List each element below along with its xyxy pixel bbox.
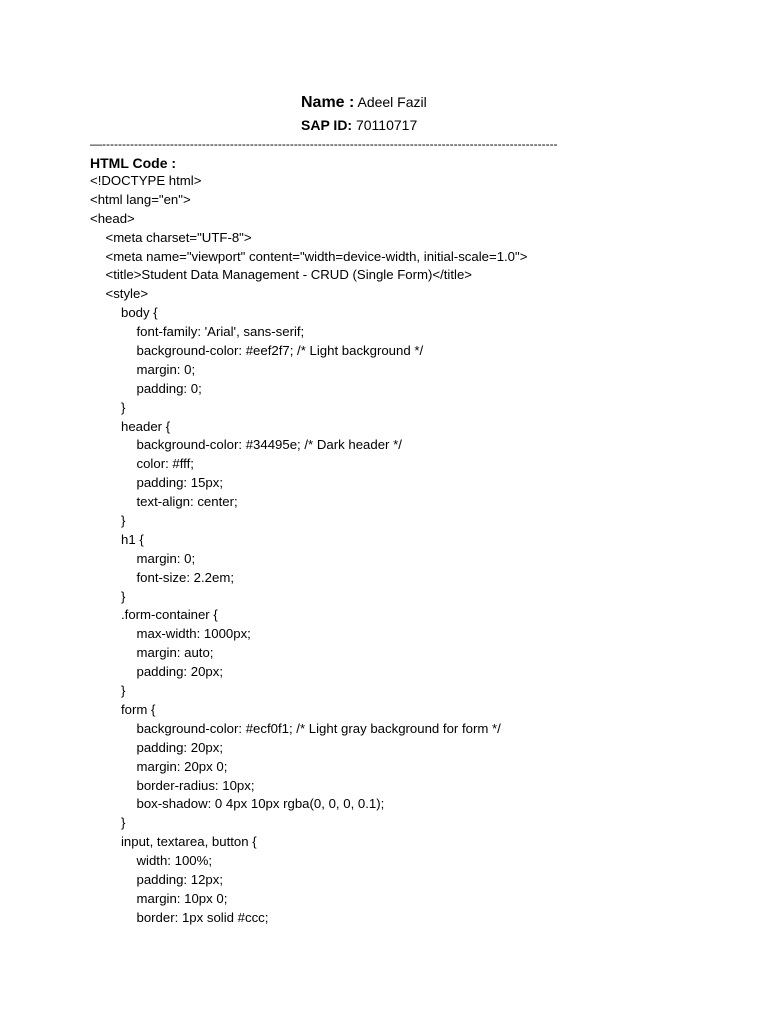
code-line: padding: 20px; bbox=[136, 664, 224, 680]
code-line: } bbox=[121, 399, 126, 415]
name-label: Name : bbox=[301, 94, 355, 111]
code-line: body { bbox=[121, 305, 158, 321]
code-line: background-color: #34495e; /* Dark header */ bbox=[136, 437, 402, 453]
name-value: Adeel Fazil bbox=[357, 94, 427, 110]
code-line: border-radius: 10px; bbox=[136, 777, 255, 793]
name-row bbox=[301, 92, 427, 113]
code-line: margin: 10px 0; bbox=[136, 890, 228, 906]
code-section-title: HTML Code : bbox=[90, 155, 177, 171]
code-line: width: 100%; bbox=[136, 853, 213, 869]
sap-id-value: 70110717 bbox=[355, 117, 418, 133]
divider-line: —------------------------------------------------------------------------------------------------------------------ bbox=[90, 137, 558, 151]
code-line: .form-container { bbox=[121, 607, 218, 623]
code-line: form { bbox=[121, 701, 156, 717]
code-line: <meta charset="UTF-8"> bbox=[105, 229, 252, 245]
code-line: } bbox=[121, 683, 126, 699]
code-line: border: 1px solid #ccc; bbox=[136, 909, 269, 925]
code-line: input, textarea, button { bbox=[121, 834, 257, 850]
code-line: <html lang="en"> bbox=[90, 191, 191, 207]
code-line: <head> bbox=[90, 210, 135, 226]
code-line: header { bbox=[121, 418, 171, 434]
code-line: padding: 12px; bbox=[136, 871, 224, 887]
code-line: padding: 0; bbox=[136, 380, 202, 396]
code-line: <title>Student Data Management - CRUD (Single Form)</title> bbox=[105, 267, 472, 283]
code-line: } bbox=[121, 588, 126, 604]
code-line: color: #fff; bbox=[136, 456, 194, 472]
code-line: background-color: #eef2f7; /* Light background */ bbox=[136, 343, 424, 359]
code-line: font-family: 'Arial', sans-serif; bbox=[136, 324, 305, 340]
code-line: padding: 20px; bbox=[136, 739, 224, 755]
code-line: font-size: 2.2em; bbox=[136, 569, 234, 585]
code-line: <meta name="viewport" content="width=device-width, initial-scale=1.0"> bbox=[105, 248, 528, 264]
code-line: margin: 20px 0; bbox=[136, 758, 228, 774]
code-line: box-shadow: 0 4px 10px rgba(0, 0, 0, 0.1); bbox=[136, 796, 385, 812]
code-line: background-color: #ecf0f1; /* Light gray background for form */ bbox=[136, 720, 501, 736]
code-line: } bbox=[121, 513, 126, 529]
code-line: margin: 0; bbox=[136, 550, 196, 566]
code-listing bbox=[90, 172, 750, 928]
code-line: <style> bbox=[105, 286, 149, 302]
code-line: margin: auto; bbox=[136, 645, 214, 661]
code-line: padding: 15px; bbox=[136, 475, 224, 491]
code-line: margin: 0; bbox=[136, 361, 196, 377]
code-line: text-align: center; bbox=[136, 494, 238, 510]
code-line: max-width: 1000px; bbox=[136, 626, 251, 642]
sap-id-row bbox=[301, 115, 417, 135]
code-line: <!DOCTYPE html> bbox=[90, 173, 202, 188]
code-line: } bbox=[121, 815, 126, 831]
sap-id-label: SAP ID: bbox=[301, 117, 353, 133]
code-line: h1 { bbox=[121, 531, 144, 547]
